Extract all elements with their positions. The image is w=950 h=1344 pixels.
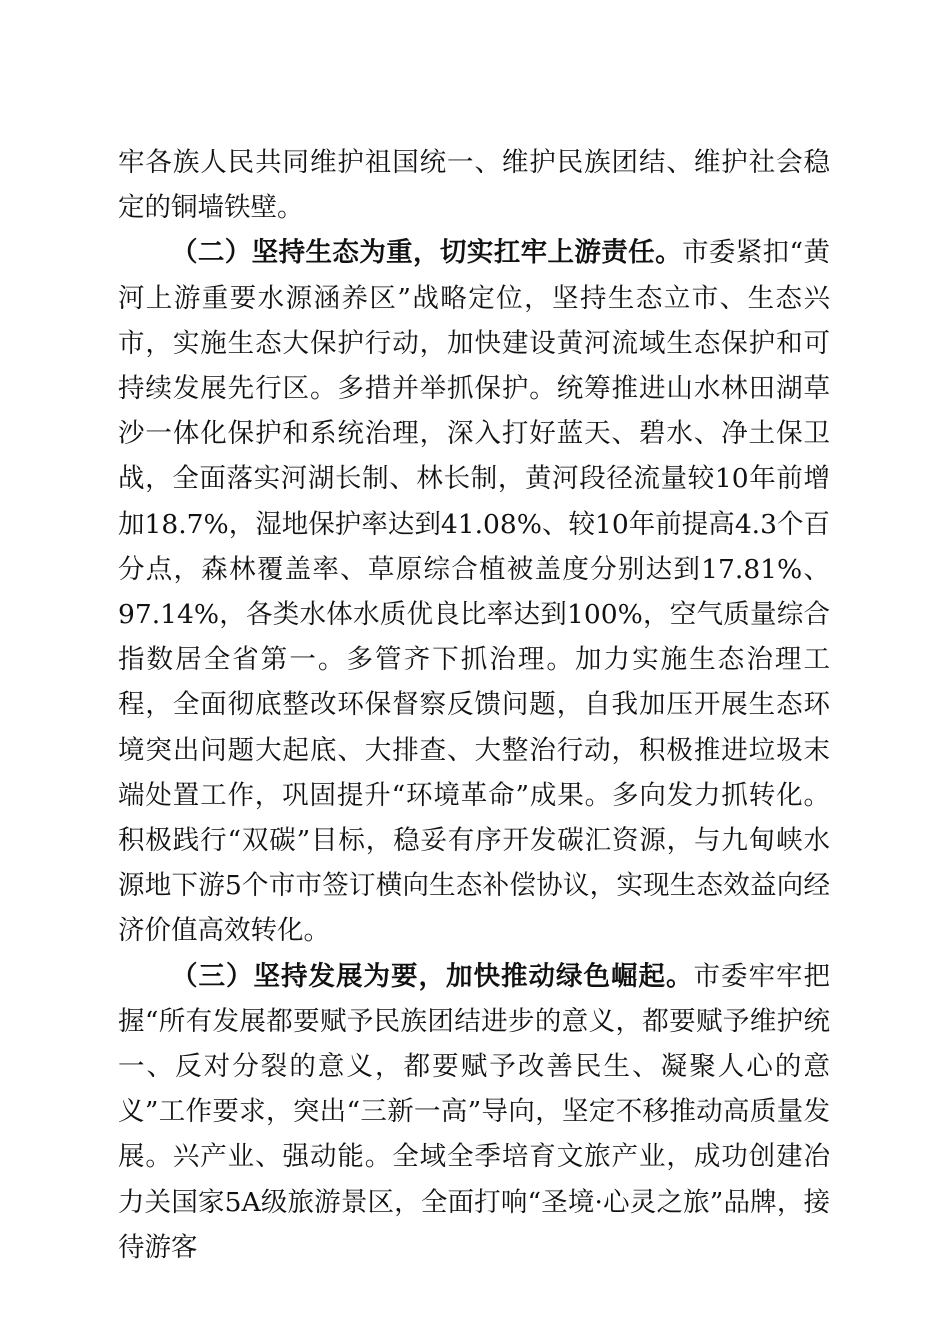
paragraph-body: 牢各族人民共同维护祖国统一、维护民族团结、维护社会稳定的铜墙铁壁。 [118,147,830,224]
paragraph-body: 市委牢牢把握“所有发展都要赋予民族团结进步的意义，都要赋予维护统一、反对分裂的意义，都要赋予改善民生、凝聚人心的意义”工作要求，突出“三新一高”导向，坚定不移推动高质量发展。兴产业、强动能。全域全季培育文旅产业，成功创建冶力关国家5A级旅游景区，全面打响“圣境·心灵之旅”品牌，接待游客 [118,960,830,1263]
paragraph-continuation [118,140,830,230]
paragraph-body: 市委紧扣“黄河上游重要水源涵养区”战略定位，坚持生态立市、生态兴市，实施生态大保护行动，加快建设黄河流域生态保护和可持续发展先行区。多措并举抓保护。统筹推进山水林田湖草沙一体化保护和系统治理，深入打好蓝天、碧水、净土保卫战，全面落实河湖长制、林长制，黄河段径流量较10年前增加18.7%，湿地保护率达到41.08%、较10年前提高4.3个百分点，森林覆盖率、草原综合植被盖度分别达到17.81%、97.14%，各类水体水质优良比率达到100%，空气质量综合指数居全省第一。多管齐下抓治理。加力实施生态治理工程，全面彻底整改环保督察反馈问题，自我加压开展生态环境突出问题大起底、大排查、大整治行动，积极推进垃圾末端处置工作，巩固提升“环境革命”成果。多向发力抓转化。积极践行“双碳”目标，稳妥有序开发碳汇资源，与九甸峡水源地下游5个市市签订横向生态补偿协议，实现生态效益向经济价值高效转化。 [118,237,830,947]
paragraph-section-three [118,954,830,1270]
section-two-heading: （二）坚持生态为重，切实扛牢上游责任。 [171,237,682,269]
document-body [118,140,830,1270]
paragraph-section-two [118,230,830,953]
section-three-heading: （三）坚持发展为要，加快推动绿色崛起。 [171,960,694,992]
